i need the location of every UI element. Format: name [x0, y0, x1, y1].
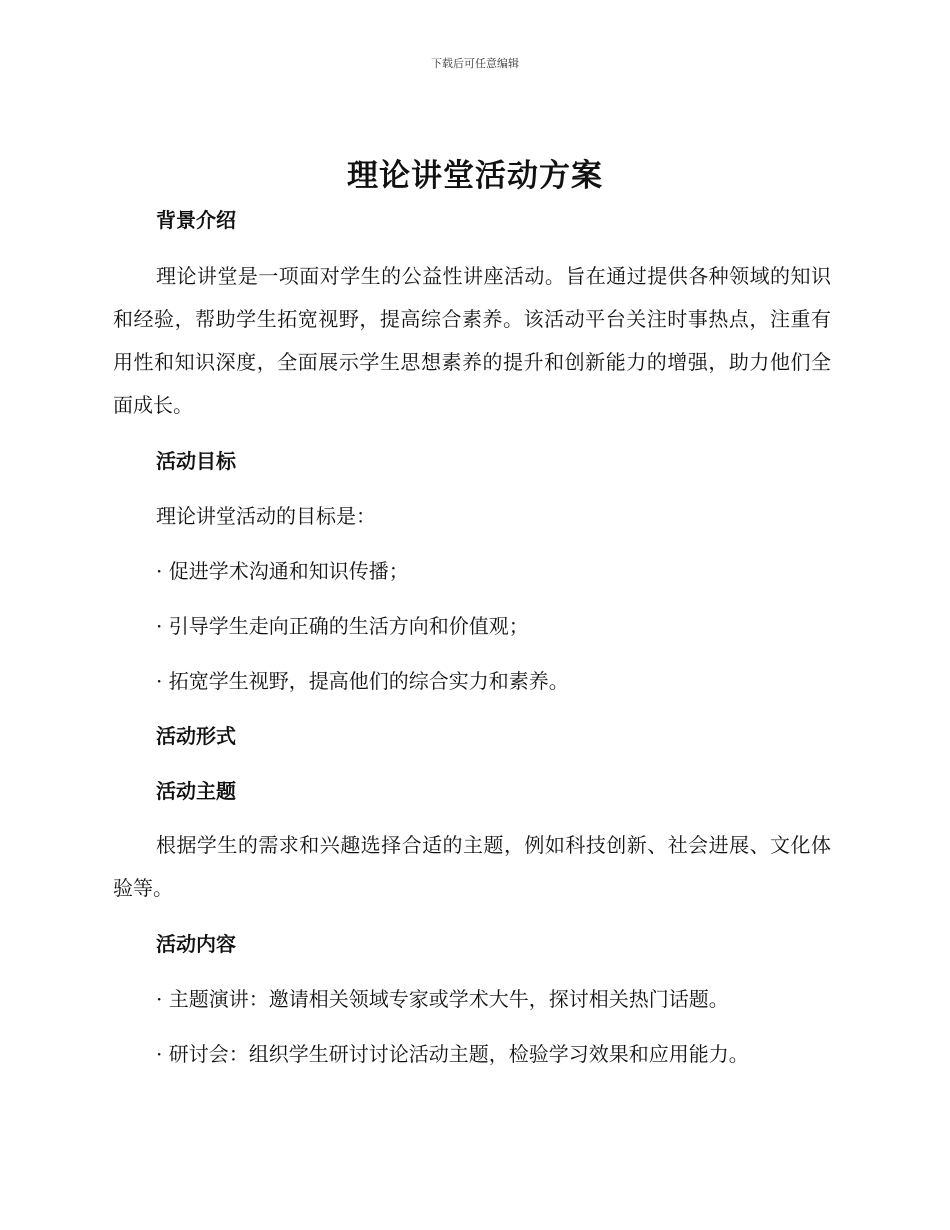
section-heading-format: 活动形式: [156, 724, 236, 748]
section-heading-background: 背景介绍: [156, 208, 236, 232]
section-heading-content: 活动内容: [156, 932, 236, 956]
header-note: 下载后可任意编辑: [431, 57, 519, 70]
document-title: 理论讲堂活动方案: [347, 158, 603, 194]
content-item: · 研讨会：组织学生研讨讨论活动主题，检验学习效果和应用能力。: [156, 1042, 749, 1066]
goals-item: · 拓宽学生视野，提高他们的综合实力和素养。: [156, 669, 569, 693]
theme-paragraph: 根据学生的需求和兴趣选择合适的主题，例如科技创新、社会进展、文化体验等。: [113, 833, 831, 900]
content-item: · 主题演讲：邀请相关领域专家或学术大牛，探讨相关热门话题。: [156, 987, 729, 1011]
document-body: [113, 204, 831, 1070]
section-heading-theme: 活动主题: [156, 779, 236, 803]
goals-item: · 促进学术沟通和知识传播；: [156, 559, 409, 583]
background-paragraph: 理论讲堂是一项面对学生的公益性讲座活动。旨在通过提供各种领域的知识和经验，帮助学生拓宽视野，提高综合素养。该活动平台关注时事热点，注重有用性和知识深度，全面展示学生思想素养的提升和创新能力的增强，助力他们全面成长。: [113, 264, 831, 417]
goals-item: · 引导学生走向正确的生活方向和价值观；: [156, 614, 529, 638]
goals-intro: 理论讲堂活动的目标是：: [156, 504, 376, 528]
section-heading-goals: 活动目标: [156, 449, 236, 473]
